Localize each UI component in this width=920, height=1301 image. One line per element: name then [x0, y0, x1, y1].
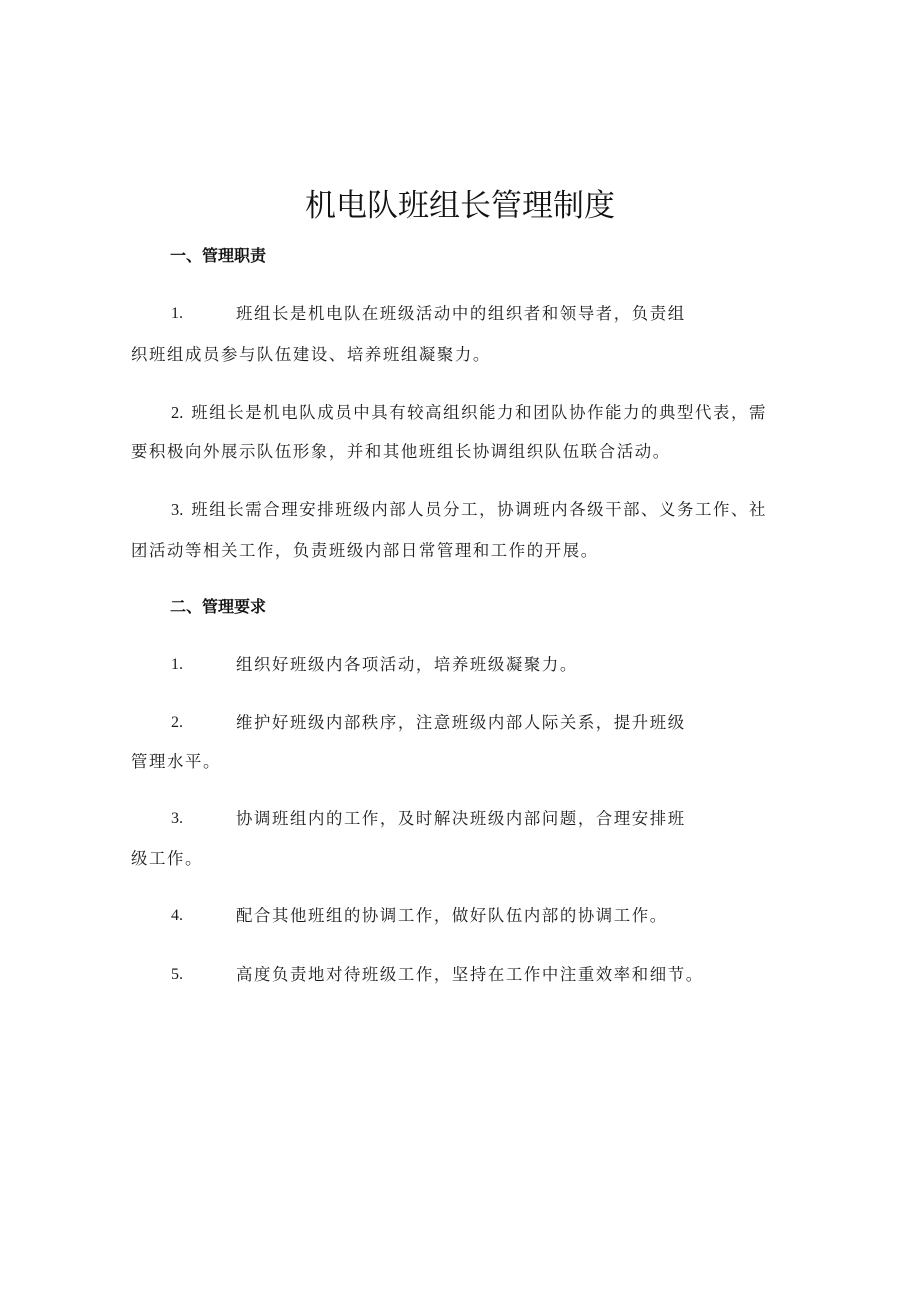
- list-item-number: 1.: [171, 656, 183, 673]
- list-item-number: 5.: [171, 966, 183, 983]
- list-item-text: 组织好班级内各项活动，培养班级凝聚力。: [236, 655, 578, 674]
- list-item-text: 配合其他班组的协调工作，做好队伍内部的协调工作。: [236, 906, 668, 925]
- list-item-text-continued: 织班组成员参与队伍建设、培养班组凝聚力。: [131, 345, 491, 364]
- list-item-number: 2.: [171, 403, 184, 422]
- list-item-number: 3.: [171, 500, 184, 519]
- list-item-text: 班组长是机电队成员中具有较高组织能力和团队协作能力的典型代表，需: [191, 403, 767, 422]
- list-item-text-continued: 要积极向外展示队伍形象，并和其他班组长协调组织队伍联合活动。: [131, 442, 671, 461]
- list-item-text-continued: 管理水平。: [131, 752, 221, 771]
- section-heading-responsibilities: 一、管理职责: [170, 246, 267, 265]
- document-title: 机电队班组长管理制度: [305, 188, 615, 224]
- list-item: [171, 402, 767, 424]
- list-item-text: 协调班组内的工作，及时解决班级内部问题，合理安排班: [236, 809, 686, 828]
- list-item-text-continued: 团活动等相关工作，负责班级内部日常管理和工作的开展。: [131, 541, 599, 560]
- list-item-number: 2.: [171, 714, 183, 731]
- list-item-number: 1.: [171, 305, 183, 322]
- list-item-text: 高度负责地对待班级工作，坚持在工作中注重效率和细节。: [236, 965, 704, 984]
- list-item: [171, 499, 767, 521]
- list-item-text: 班组长是机电队在班级活动中的组织者和领导者，负责组: [236, 304, 686, 323]
- list-item-number: 4.: [171, 907, 183, 924]
- list-item-number: 3.: [171, 810, 183, 827]
- list-item-text-continued: 级工作。: [131, 849, 203, 868]
- list-item-text: 维护好班级内部秩序，注意班级内部人际关系，提升班级: [236, 713, 686, 732]
- list-item-text: 班组长需合理安排班级内部人员分工，协调班内各级干部、义务工作、社: [191, 500, 767, 519]
- section-heading-requirements: 二、管理要求: [170, 597, 267, 616]
